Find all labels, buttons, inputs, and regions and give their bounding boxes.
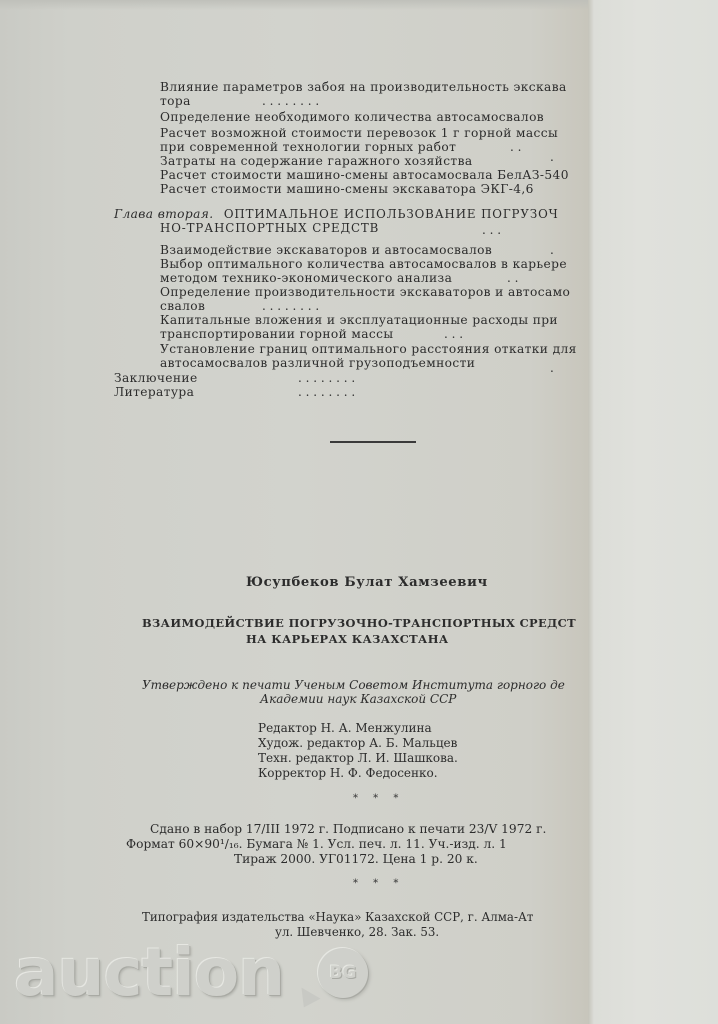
dot-leader: . . . . . . . . xyxy=(262,94,320,108)
toc-entry-line: тора xyxy=(160,94,191,108)
toc-entry-line: Расчет возможной стоимости перевозок 1 г горной массы xyxy=(160,126,559,140)
separator-stars: * * * xyxy=(353,878,405,889)
approval-line1: Утверждено к печати Ученым Советом Института горного де xyxy=(142,678,565,692)
dot-leader: . . . xyxy=(482,223,502,237)
dot-leader: . . . . . . . . xyxy=(298,385,356,399)
toc-entry-line: Влияние параметров забоя на производительность экскава xyxy=(160,80,567,94)
print-info-line1: Сдано в набор 17/III 1972 г. Подписано к печати 23/V 1972 г. xyxy=(150,822,547,836)
watermark-logo: auction xyxy=(14,934,285,1011)
toc-entry-line: Расчет стоимости машино-смены экскаватора ЭКГ-4,6 xyxy=(160,182,534,196)
toc-entry-line: Расчет стоимости машино-смены автосамосвала БелАЗ-540 xyxy=(160,168,569,182)
toc-entry-line: Установление границ оптимального расстояния откатки для xyxy=(160,342,577,356)
proofreader-credit: Корректор Н. Ф. Федосенко. xyxy=(258,766,438,780)
book-title-line1: ВЗАИМОДЕЙСТВИЕ ПОГРУЗОЧНО-ТРАНСПОРТНЫХ СРЕДСТ xyxy=(142,616,576,630)
dot-leader: . . . . . . . . xyxy=(298,371,356,385)
art-editor-credit: Худож. редактор А. Б. Мальцев xyxy=(258,736,458,750)
print-info-line2: Формат 60×90¹/₁₆. Бумага № 1. Усл. печ. л. 11. Уч.-изд. л. 1 xyxy=(126,837,507,851)
toc-entry-line: Определение производительности экскаваторов и автосамо xyxy=(160,285,571,299)
dot-leader: . . . xyxy=(444,327,464,341)
page-gutter xyxy=(588,0,718,1024)
watermark-badge-text: BG xyxy=(329,963,357,983)
approval-line2: Академии наук Казахской ССР xyxy=(260,692,457,706)
toc-entry-line: Капитальные вложения и эксплуатационные расходы при xyxy=(160,313,558,327)
separator-stars: * * * xyxy=(353,793,405,804)
toc-conclusion: Заключение xyxy=(114,371,198,385)
toc-entry-line: Взаимодействие экскаваторов и автосамосвалов xyxy=(160,243,493,257)
book-title-line2: НА КАРЬЕРАХ КАЗАХСТАНА xyxy=(246,632,449,646)
author-name: Юсупбеков Булат Хамзеевич xyxy=(246,575,488,590)
dot-leader: . xyxy=(550,150,554,164)
toc-entry-line: Выбор оптимального количества автосамосвалов в карьере xyxy=(160,257,567,271)
toc-literature: Литература xyxy=(114,385,195,399)
chapter-title: ОПТИМАЛЬНОЕ ИСПОЛЬЗОВАНИЕ ПОГРУЗОЧ xyxy=(223,207,559,221)
chapter-title-line2: НО-ТРАНСПОРТНЫХ СРЕДСТВ xyxy=(160,221,380,235)
toc-entry-line: при современной технологии горных работ xyxy=(160,140,457,154)
dot-leader: . . xyxy=(510,140,522,154)
dot-leader: . xyxy=(550,361,554,375)
watermark-badge xyxy=(318,948,368,998)
chapter-label: Глава вторая. xyxy=(114,207,214,221)
editor-credit: Редактор Н. А. Менжулина xyxy=(258,721,432,735)
toc-entry-line: автосамосвалов различной грузоподъемности xyxy=(160,356,476,370)
dot-leader: . . xyxy=(507,271,519,285)
toc-entry-line: Определение необходимого количества автосамосвалов xyxy=(160,110,545,124)
section-divider xyxy=(330,441,416,443)
tech-editor-credit: Техн. редактор Л. И. Шашкова. xyxy=(258,751,458,765)
toc-entry-line: свалов xyxy=(160,299,206,313)
printer-line1: Типография издательства «Наука» Казахской ССР, г. Алма-Ат xyxy=(142,910,534,924)
page-shadow xyxy=(0,0,588,10)
dot-leader: . . . . . . . . xyxy=(262,299,320,313)
chapter-heading-line xyxy=(114,207,559,221)
print-info-line3: Тираж 2000. УГ01172. Цена 1 р. 20 к. xyxy=(234,852,478,866)
toc-entry-line: транспортировании горной массы xyxy=(160,327,394,341)
toc-entry-line: методом технико-экономического анализа xyxy=(160,271,453,285)
dot-leader: . xyxy=(550,243,554,257)
printer-line2: ул. Шевченко, 28. Зак. 53. xyxy=(275,925,440,939)
toc-entry-line: Затраты на содержание гаражного хозяйства xyxy=(160,154,473,168)
